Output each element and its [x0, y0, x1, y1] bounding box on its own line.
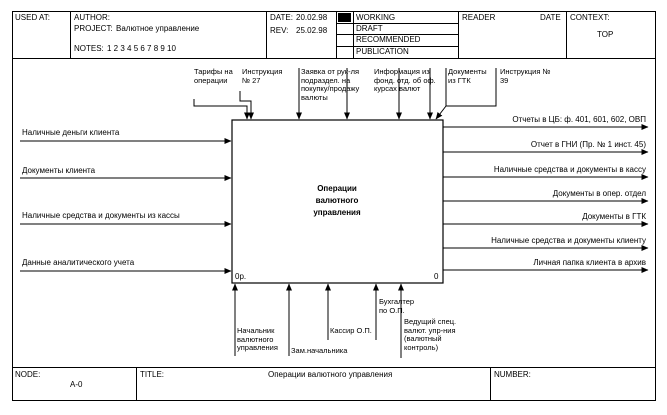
node-label: NODE: — [15, 370, 41, 379]
title-value: Операции валютного управления — [268, 370, 393, 379]
date-label: DATE: — [270, 13, 293, 22]
activity-box-number: 0 — [434, 272, 439, 281]
status-publication: PUBLICATION — [356, 47, 409, 56]
project-value: Валютное управление — [116, 24, 200, 33]
activity-box-title: Операции валютного управления — [313, 184, 361, 217]
output-label-7: Личная папка клиента в архив — [533, 258, 646, 267]
control-arrow-9 — [436, 106, 446, 119]
reader-label: READER — [462, 13, 496, 22]
date-value: 20.02.98 — [296, 13, 328, 22]
used-at-label: USED AT: — [15, 13, 50, 22]
output-label-5: Документы в ГТК — [582, 212, 646, 221]
mechanism-label-2: Зам.начальника — [291, 346, 348, 355]
control-arrow-2 — [240, 91, 251, 119]
title-label: TITLE: — [140, 370, 165, 379]
mechanism-label-5: Ведущий спец. валют. упр-ния (валютный контроль) — [404, 317, 457, 352]
mechanism-label-3: Кассир О.П. — [330, 326, 372, 335]
notes-label: NOTES: — [74, 44, 104, 53]
input-label-1: Наличные деньги клиента — [22, 128, 120, 137]
project-label: PROJECT: — [74, 24, 113, 33]
control-arrow-1 — [194, 99, 247, 119]
context-label: CONTEXT: — [570, 13, 610, 22]
input-label-3: Наличные средства и документы из кассы — [22, 211, 180, 220]
input-label-2: Документы клиента — [22, 166, 96, 175]
mechanism-label-4: Бухгалтер по О.П. — [379, 297, 415, 315]
output-label-2: Отчет в ГНИ (Пр. № 1 инст. 45) — [530, 140, 646, 149]
context-value: TOP — [597, 30, 614, 39]
control-label-2: Инструкция № 27 — [242, 67, 283, 85]
activity-box-node: 0р. — [235, 272, 247, 281]
output-label-4: Документы в опер. отдел — [552, 189, 646, 198]
control-label-6: Инструкция № 39 — [500, 67, 551, 85]
control-label-3: Заявка от рук-ля подраздел. на покупку/продажу валюты — [301, 67, 360, 102]
input-label-4: Данные аналитического учета — [22, 258, 135, 267]
rev-label: REV: — [270, 26, 289, 35]
notes-value: 1 2 3 4 5 6 7 8 9 10 — [107, 44, 176, 53]
status-working: WORKING — [356, 13, 396, 22]
rev-value: 25.02.98 — [296, 26, 328, 35]
status-draft: DRAFT — [356, 24, 383, 33]
control-label-4: Информация из фонд. отд. об оф. курсах валют — [374, 67, 436, 93]
output-label-6: Наличные средства и документы клиенту — [491, 236, 646, 245]
node-value: А-0 — [70, 380, 83, 389]
author-label: AUTHOR: — [74, 13, 110, 22]
control-label-5: Документы из ГТК — [448, 67, 487, 85]
output-label-3: Наличные средства и документы в кассу — [493, 165, 646, 174]
reader-date-label: DATE — [540, 13, 561, 22]
number-label: NUMBER: — [494, 370, 531, 379]
output-label-1: Отчеты в ЦБ: ф. 401, 601, 602, ОВП — [512, 115, 646, 124]
control-label-1: Тарифы на операции — [194, 67, 233, 85]
status-recommended: RECOMMENDED — [356, 35, 421, 44]
mechanism-label-1: Начальник валютного управления — [237, 326, 278, 352]
